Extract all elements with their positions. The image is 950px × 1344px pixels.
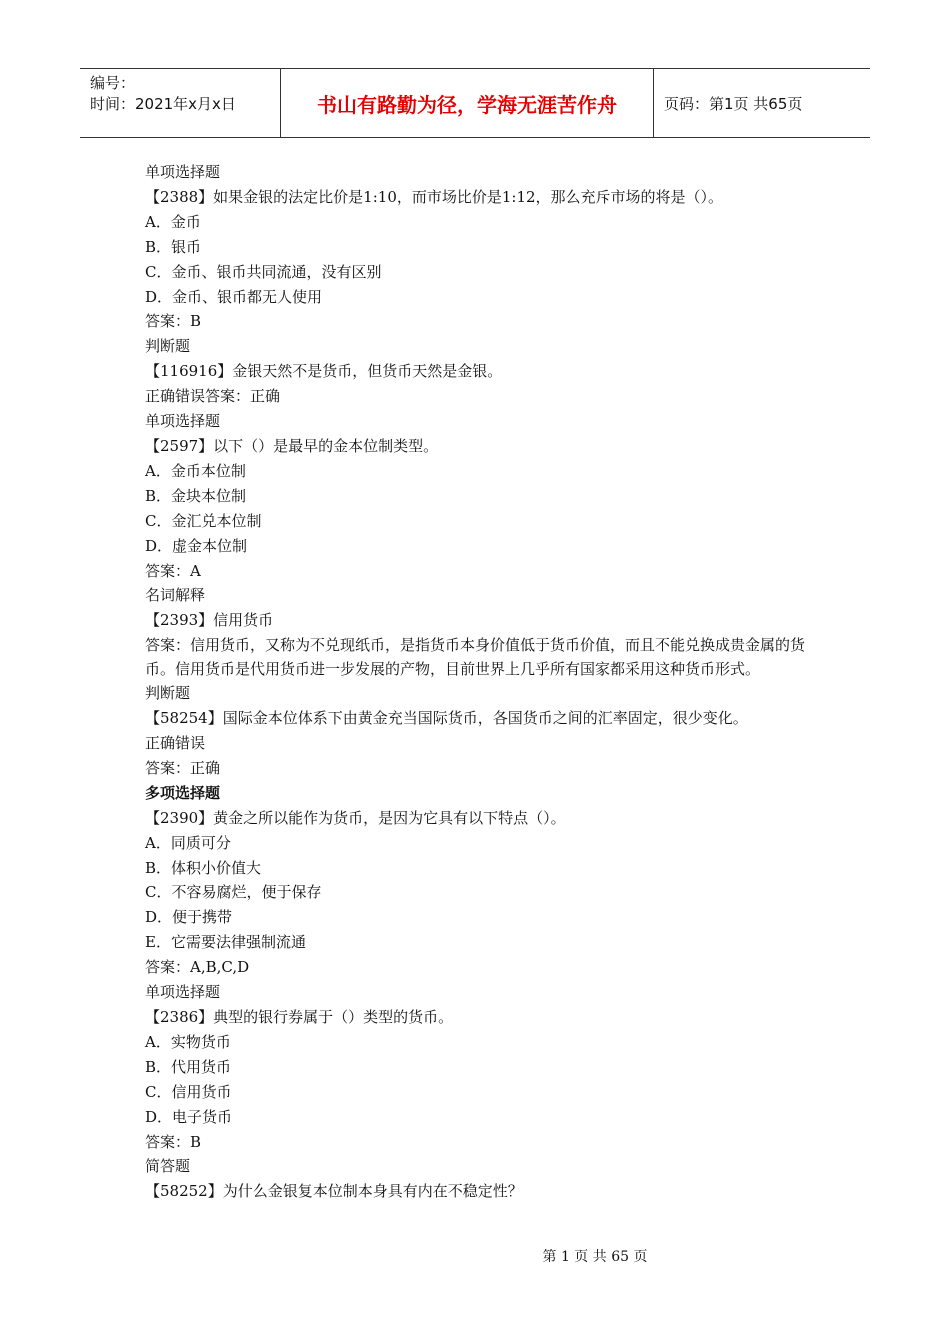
section-heading: 单项选择题 xyxy=(145,163,221,181)
header-motto: 书山有路勤为径，学海无涯苦作舟 xyxy=(281,69,654,137)
option: E．它需要法律强制流通 xyxy=(145,933,306,952)
option: A．实物货币 xyxy=(145,1032,231,1051)
answer: 答案：A xyxy=(145,561,201,580)
question-text: 【2390】黄金之所以能作为货币，是因为它具有以下特点（）。 xyxy=(145,808,566,827)
question-text: 【2597】以下（）是最早的金本位制类型。 xyxy=(145,436,439,455)
option: A．金币 xyxy=(145,212,201,231)
time-label: 时间：2021年x月x日 xyxy=(90,95,236,113)
option: D．金币、银币都无人使用 xyxy=(145,287,323,306)
option: C．金汇兑本位制 xyxy=(145,511,262,530)
question-text: 【2393】信用货币 xyxy=(145,611,274,630)
answer: 答案：正确 xyxy=(145,758,221,777)
option: B．银币 xyxy=(145,237,202,256)
number-label: 编号： xyxy=(90,74,136,92)
header-meta xyxy=(80,69,281,137)
document-body xyxy=(145,160,825,1204)
section-heading: 判断题 xyxy=(145,684,191,703)
answer: 答案：B xyxy=(145,312,202,331)
option: D．虚金本位制 xyxy=(145,536,248,555)
page-footer: 第 1 页 共 65 页 xyxy=(542,1249,648,1265)
option: C．信用货币 xyxy=(145,1082,232,1101)
question-text: 【2386】典型的银行券属于（）类型的货币。 xyxy=(145,1008,454,1026)
question-text: 【2388】如果金银的法定比价是1:10，而市场比价是1:12，那么充斥市场的将是（）。 xyxy=(145,187,724,206)
option: 正确错误 xyxy=(145,734,206,753)
option: D．便于携带 xyxy=(145,908,233,927)
section-heading: 判断题 xyxy=(145,337,191,356)
document-header xyxy=(80,68,870,138)
answer-paragraph: 答案：信用货币，又称为不兑现纸币，是指货币本身价值低于货币价值，而且不能兑换成贵金属的货币。信用货币是代用货币进一步发展的产物，目前世界上几乎所有国家都采用这种货币形式。 xyxy=(145,636,806,679)
question-text: 【116916】金银天然不是货币，但货币天然是金银。 xyxy=(145,362,503,381)
option: B．体积小价值大 xyxy=(145,858,262,877)
answer: 正确错误答案：正确 xyxy=(145,387,281,406)
section-heading: 名词解释 xyxy=(145,586,206,605)
answer: 答案：A,B,C,D xyxy=(145,958,250,977)
section-heading: 单项选择题 xyxy=(145,412,221,431)
question-text: 【58254】国际金本位体系下由黄金充当国际货币，各国货币之间的汇率固定，很少变化。 xyxy=(145,709,748,728)
option: C．不容易腐烂，便于保存 xyxy=(145,883,322,902)
section-heading: 多项选择题 xyxy=(145,783,221,802)
option: C．金币、银币共同流通，没有区别 xyxy=(145,262,382,281)
option: B．代用货币 xyxy=(145,1057,232,1076)
section-heading: 单项选择题 xyxy=(145,983,221,1002)
option: D．电子货币 xyxy=(145,1107,233,1126)
option: A．金币本位制 xyxy=(145,461,246,480)
answer: 答案：B xyxy=(145,1132,202,1151)
header-page-info: 页码：第1页 共65页 xyxy=(664,94,803,113)
question-text: 【58252】为什么金银复本位制本身具有内在不稳定性？ xyxy=(145,1182,523,1201)
section-heading: 简答题 xyxy=(145,1157,191,1176)
option: A．同质可分 xyxy=(145,833,231,852)
option: B．金块本位制 xyxy=(145,486,247,505)
